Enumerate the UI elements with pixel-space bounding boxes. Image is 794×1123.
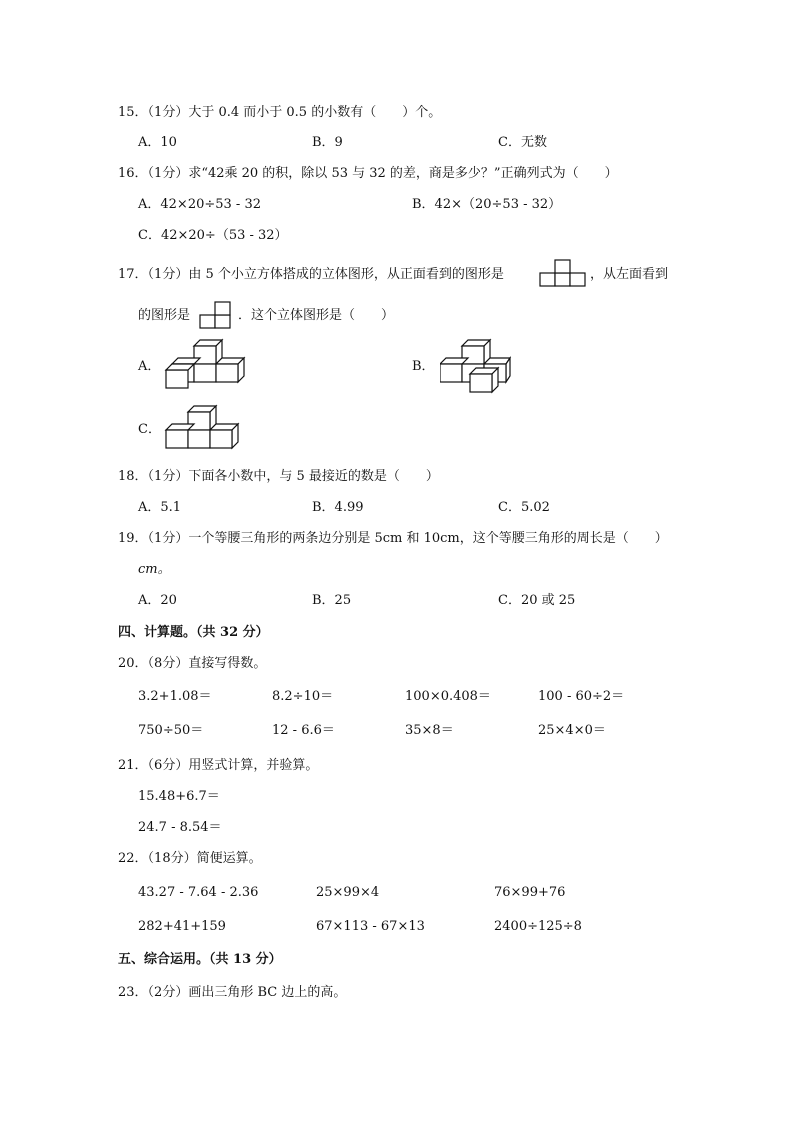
- q17-stem-part4: ．这个立体图形是（ ）: [238, 308, 395, 323]
- q20-item: 12 - 6.6＝: [272, 723, 335, 738]
- q17-stem-part1: 17．（1分）由 5 个小立方体搭成的立体图形，从正面看到的图形是: [118, 267, 504, 282]
- option-c-cube-figure: [164, 404, 246, 454]
- q22-stem: 22．（18分）简便运算。: [118, 851, 262, 866]
- q18-option-c: C．5.02: [498, 500, 550, 515]
- option-b-cube-figure: [440, 336, 512, 394]
- q20-item: 25×4×0＝: [538, 723, 606, 738]
- q20-item: 750÷50＝: [138, 723, 204, 738]
- q22-item: 25×99×4: [316, 885, 380, 900]
- q17-stem-part3: 的图形是: [138, 308, 191, 323]
- q15-option-c: C．无数: [498, 135, 547, 150]
- q18-option-b: B．4.99: [312, 500, 364, 515]
- front-view-figure: [539, 259, 587, 287]
- q17-option-c-label: C．: [138, 422, 161, 437]
- q15-option-b: B．9: [312, 135, 343, 150]
- q20-item: 100 - 60÷2＝: [538, 689, 625, 704]
- q19-stem: 19．（1分）一个等腰三角形的两条边分别是 5cm 和 10cm，这个等腰三角形的周长是（ ）: [118, 531, 668, 546]
- q17-option-a-label: A．: [138, 359, 161, 374]
- q20-item: 35×8＝: [405, 723, 454, 738]
- q19-unit: cm。: [138, 562, 171, 577]
- q22-item: 2400÷125÷8: [494, 919, 582, 934]
- q23-stem: 23．（2分）画出三角形 BC 边上的高。: [118, 985, 347, 1000]
- q17-option-b-label: B．: [412, 359, 435, 374]
- q16-option-a: A．42×20÷53 - 32: [138, 197, 261, 212]
- q18-stem: 18．（1分）下面各小数中，与 5 最接近的数是（ ）: [118, 469, 439, 484]
- q22-item: 76×99+76: [494, 885, 566, 900]
- q20-item: 3.2+1.08＝: [138, 689, 212, 704]
- q22-item: 43.27 - 7.64 - 2.36: [138, 885, 259, 900]
- q21-item: 24.7 - 8.54＝: [138, 820, 222, 835]
- q19-option-a: A．20: [138, 593, 177, 608]
- q18-option-a: A．5.1: [138, 500, 182, 515]
- q16-option-b: B．42×（20÷53 - 32）: [412, 197, 562, 212]
- q17-stem-part2: ，从左面看到: [590, 267, 669, 282]
- q16-option-c: C．42×20÷（53 - 32）: [138, 228, 288, 243]
- q19-option-c: C．20 或 25: [498, 593, 576, 608]
- q20-item: 100×0.408＝: [405, 689, 491, 704]
- q15-stem: 15．（1分）大于 0.4 而小于 0.5 的小数有（ ）个。: [118, 105, 442, 120]
- q21-item: 15.48+6.7＝: [138, 789, 220, 804]
- q20-item: 8.2÷10＝: [272, 689, 334, 704]
- section-4-heading: 四、计算题。（共 32 分）: [118, 625, 269, 640]
- q21-stem: 21．（6分）用竖式计算，并验算。: [118, 758, 319, 773]
- q15-option-a: A．10: [138, 135, 177, 150]
- q16-stem: 16．（1分）求“42乘 20 的积，除以 53 与 32 的差，商是多少？”正确列式为（ ）: [118, 166, 618, 181]
- q20-stem: 20．（8分）直接写得数。: [118, 656, 267, 671]
- section-5-heading: 五、综合运用。（共 13 分）: [118, 952, 282, 967]
- q22-item: 282+41+159: [138, 919, 226, 934]
- left-view-figure: [199, 300, 233, 330]
- q22-item: 67×113 - 67×13: [316, 919, 425, 934]
- option-a-cube-figure: [164, 338, 246, 390]
- q19-option-b: B．25: [312, 593, 352, 608]
